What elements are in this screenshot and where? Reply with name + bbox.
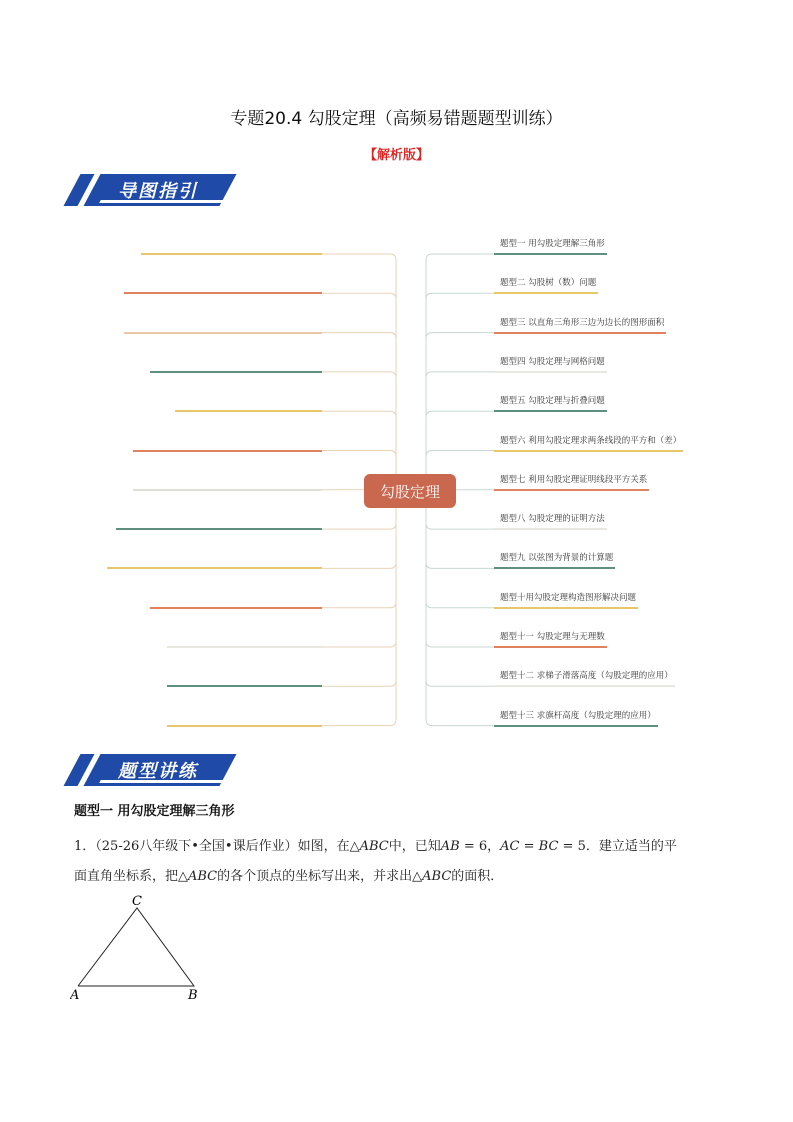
mind-map-right-item: 题型十三 求旗杆高度（勾股定理的应用） [500, 710, 656, 721]
triangle-outline [78, 908, 194, 986]
banner-guide-label: 导图指引 [118, 181, 198, 202]
vertex-a-label: A [70, 988, 80, 1003]
banner-practice [72, 754, 232, 786]
mind-map-right-item: 题型十用勾股定理构造图形解决问题 [500, 592, 637, 603]
mind-map-right-item: 题型三 以直角三角形三边为边长的图形面积 [500, 317, 665, 328]
vertex-c-label: C [132, 894, 142, 909]
problem-line-1: 1．（25-26八年级下•全国•课后作业）如图，在△ABC中，已知AB = 6，AC = BC = 5．建立适当的平 [74, 839, 677, 854]
mind-map-right-item: 题型四 勾股定理与网格问题 [500, 356, 605, 367]
banner-guide [72, 174, 232, 206]
mind-map-right-item: 题型二 勾股树（数）问题 [500, 278, 597, 289]
mind-map-right-item: 题型九 以弦图为背景的计算题 [500, 553, 614, 564]
problem-1 [74, 832, 724, 892]
mind-map-right-item: 题型八 勾股定理的证明方法 [500, 514, 605, 525]
mind-map-connector [426, 490, 494, 686]
mind-map-right-item: 题型一 用勾股定理解三角形 [500, 239, 605, 249]
mind-map-connector [322, 490, 396, 686]
mind-map-right-item: 题型十一 勾股定理与无理数 [500, 632, 605, 642]
banner-practice-label: 题型讲练 [118, 761, 198, 782]
mind-map-right-item: 题型七 利用勾股定理证明线段平方关系 [500, 474, 648, 485]
section-heading: 题型一 用勾股定理解三角形 [74, 804, 235, 819]
mind-map-right-item: 题型十二 求梯子滑落高度（勾股定理的应用） [500, 671, 673, 682]
triangle-figure [70, 894, 210, 1004]
mind-map-center-node: 勾股定理 [364, 474, 456, 508]
mind-map-connector [426, 372, 494, 490]
vertex-b-label: B [188, 988, 198, 1003]
page-title: 专题20.4 勾股定理（高频易错题题型训练） [230, 109, 563, 129]
problem-line-2: 面直角坐标系，把△ABC的各个顶点的坐标写出来，并求出△ABC的面积． [74, 869, 504, 884]
mind-map-connector [322, 293, 396, 490]
mind-map-right-item: 题型五 勾股定理与折叠问题 [500, 396, 605, 407]
mind-map-connector [322, 372, 396, 490]
mind-map-right-item: 题型六 利用勾股定理求两条线段的平方和（差） [500, 435, 682, 446]
mind-map-connector [426, 293, 494, 490]
page-subtitle: 【解析版】 [363, 148, 429, 163]
